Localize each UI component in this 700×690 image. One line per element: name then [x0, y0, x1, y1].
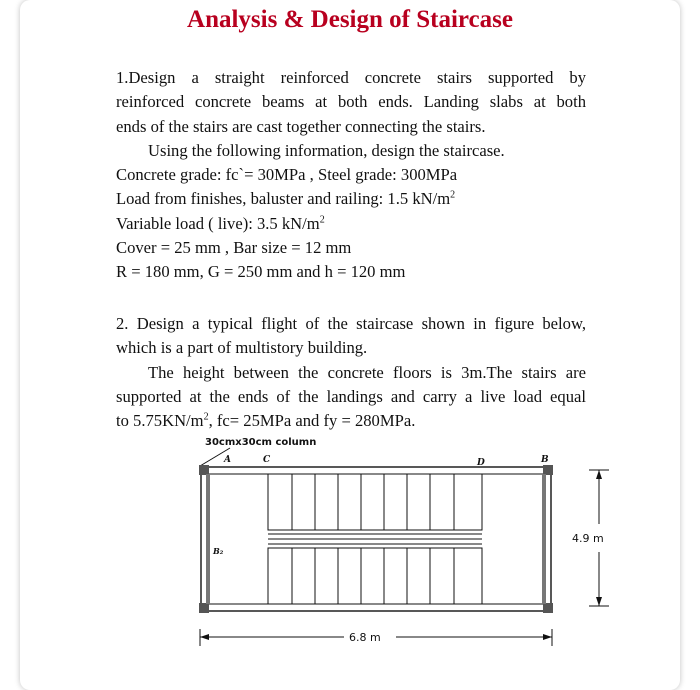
problem-2-line: supported at the ends of the landings and carry a live load equal: [116, 386, 586, 406]
problem-2-line: The height between the concrete floors is 3m.The stairs are: [148, 362, 586, 382]
cover-line: Cover = 25 mm , Bar size = 12 mm: [116, 238, 352, 258]
central-beam: [268, 534, 482, 544]
problem-1-line: Using the following information, design the staircase.: [148, 140, 505, 160]
grid-label-d: D: [477, 458, 485, 468]
landing-beam-right: [542, 474, 546, 604]
problem-2: [116, 312, 586, 433]
grid-label-b: B: [541, 455, 549, 465]
grid-label-c: C: [263, 455, 271, 465]
arrow-head: [543, 634, 552, 640]
arrow-head: [596, 470, 602, 479]
beam-label-b2: B₂: [213, 546, 224, 556]
concrete-grade-line: Concrete grade: fc`= 30MPa , Steel grade: 300MPa: [116, 165, 458, 185]
height-dimension-label: 4.9 m: [572, 532, 604, 545]
column: [199, 465, 209, 475]
problem-1-line: 1.Design a straight reinforced concrete stairs supported by: [116, 68, 586, 87]
column-label: 30cmx30cm column: [205, 437, 317, 448]
problem-2-line: 2. Design a typical flight of the staircase shown in figure below,: [116, 314, 586, 333]
problem-2-line: to $5.75KN/m^2$, fc= 25MPa and fy = 280MPa.: [116, 411, 416, 431]
lower-flight: [268, 548, 482, 604]
finishes-load-line: Load from finishes, baluster and railing: 1.5 $kN/m^2$: [116, 189, 456, 209]
staircase-plan-figure: [196, 434, 620, 654]
grid-label-a: A: [224, 455, 231, 465]
problem-1: [116, 66, 586, 285]
column: [543, 603, 553, 613]
problem-1-line: reinforced concrete beams at both ends. Landing slabs at both: [116, 92, 586, 112]
upper-flight: [268, 474, 482, 530]
width-dimension-label: 6.8 m: [349, 631, 381, 644]
column: [543, 465, 553, 475]
problem-2-line: which is a part of multistory building.: [116, 338, 368, 358]
arrow-head: [200, 634, 209, 640]
arrow-head: [596, 597, 602, 606]
page-title: Analysis & Design of Staircase: [187, 6, 513, 33]
landing-beam-left: [206, 474, 210, 604]
dimensions-line: R = 180 mm, G = 250 mm and h = 120 mm: [116, 262, 406, 282]
column: [199, 603, 209, 613]
problem-1-line: ends of the stairs are cast together connecting the stairs.: [116, 116, 486, 136]
live-load-line: Variable load ( live): 3.5 $kN/m^2$: [116, 213, 325, 233]
